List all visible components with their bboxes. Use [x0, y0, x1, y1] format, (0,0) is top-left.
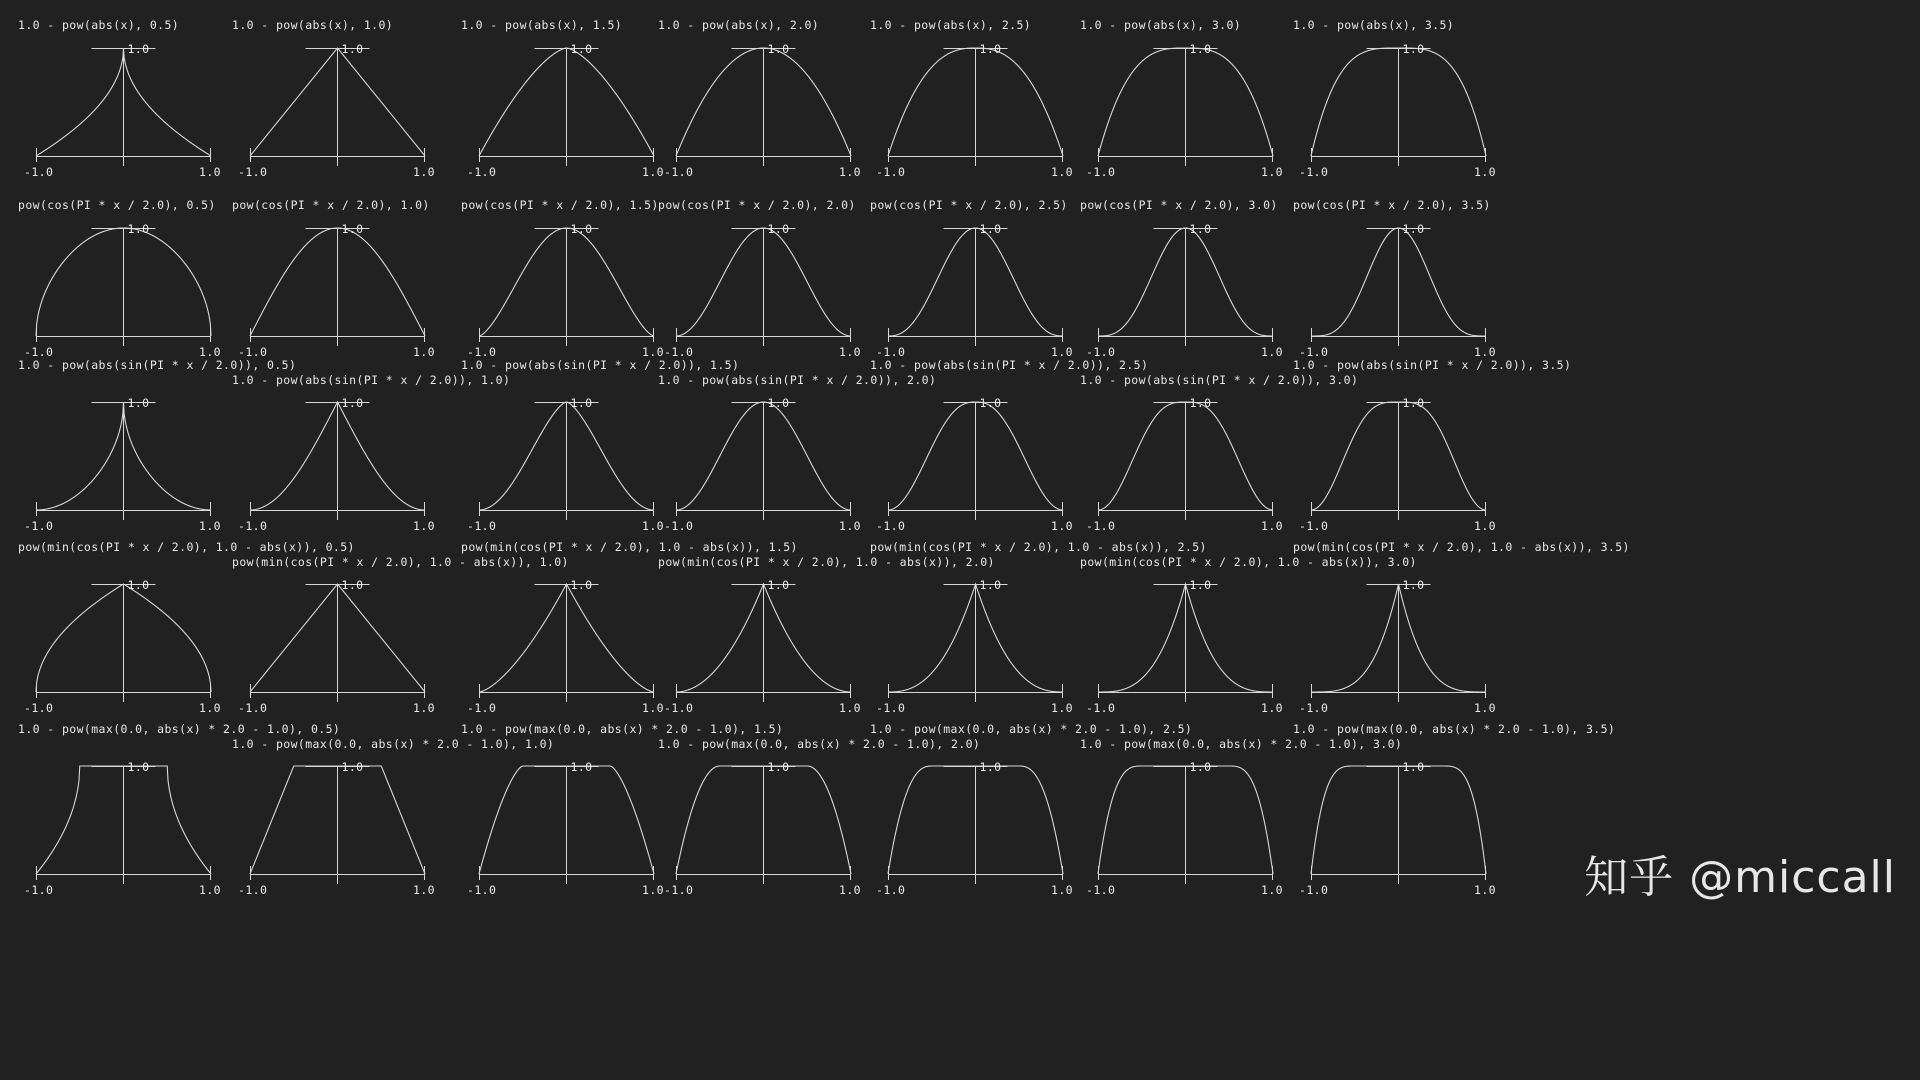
chart-title: 1.0 - pow(abs(x), 2.5): [870, 18, 1032, 32]
x-axis-label-left: -1.0: [876, 165, 906, 179]
x-axis-label-right: 1.0: [413, 165, 435, 179]
x-axis-label-left: -1.0: [664, 701, 694, 715]
y-axis-label-top: 1.0: [341, 222, 364, 236]
chart-plot: [876, 42, 1118, 179]
chart-title: pow(min(cos(PI * x / 2.0), 1.0 - abs(x)), 3.5): [1293, 540, 1630, 554]
chart-title: pow(cos(PI * x / 2.0), 0.5): [18, 198, 216, 212]
chart-plot: [467, 42, 709, 179]
y-axis-label-top: 1.0: [767, 222, 790, 236]
x-axis-label-left: -1.0: [24, 701, 54, 715]
chart-title: pow(min(cos(PI * x / 2.0), 1.0 - abs(x)), 1.0): [232, 555, 569, 569]
x-axis-label-right: 1.0: [1474, 701, 1496, 715]
chart-plot: [1086, 222, 1328, 359]
chart-title: 1.0 - pow(max(0.0, abs(x) * 2.0 - 1.0), 0.5): [18, 722, 341, 736]
x-axis-label-right: 1.0: [642, 883, 664, 897]
chart-title: 1.0 - pow(abs(sin(PI * x / 2.0)), 0.5): [18, 358, 297, 372]
x-axis-label-left: -1.0: [876, 883, 906, 897]
chart-plot: [876, 760, 1118, 897]
x-axis-label-left: -1.0: [1086, 165, 1116, 179]
y-axis-label-top: 1.0: [1189, 396, 1212, 410]
chart-title: 1.0 - pow(abs(sin(PI * x / 2.0)), 1.5): [461, 358, 740, 372]
x-axis-label-left: -1.0: [1086, 345, 1116, 359]
chart-plot: [238, 760, 480, 897]
chart-title: 1.0 - pow(abs(sin(PI * x / 2.0)), 1.0): [232, 373, 511, 387]
chart-title: 1.0 - pow(max(0.0, abs(x) * 2.0 - 1.0), 3.0): [1080, 737, 1403, 751]
x-axis-label-right: 1.0: [1474, 165, 1496, 179]
x-axis-label-left: -1.0: [24, 165, 54, 179]
chart-title: 1.0 - pow(abs(sin(PI * x / 2.0)), 3.0): [1080, 373, 1359, 387]
x-axis-label-left: -1.0: [467, 345, 497, 359]
y-axis-label-top: 1.0: [1402, 578, 1425, 592]
chart-plot: [876, 578, 1118, 715]
chart-title: pow(cos(PI * x / 2.0), 3.0): [1080, 198, 1278, 212]
x-axis-label-right: 1.0: [839, 345, 861, 359]
chart-plot: [664, 760, 906, 897]
x-axis-label-left: -1.0: [664, 165, 694, 179]
y-axis-label-top: 1.0: [1402, 760, 1425, 774]
chart-plot: [664, 396, 906, 533]
chart-title: 1.0 - pow(abs(sin(PI * x / 2.0)), 2.0): [658, 373, 937, 387]
chart-title: 1.0 - pow(abs(sin(PI * x / 2.0)), 3.5): [1293, 358, 1572, 372]
chart-plot: [467, 396, 709, 533]
x-axis-label-right: 1.0: [413, 345, 435, 359]
y-axis-label-top: 1.0: [1189, 578, 1212, 592]
chart-plot: [664, 42, 906, 179]
x-axis-label-right: 1.0: [1051, 519, 1073, 533]
x-axis-label-right: 1.0: [839, 701, 861, 715]
x-axis-label-right: 1.0: [1261, 345, 1283, 359]
chart-plot: [664, 578, 906, 715]
chart-title: 1.0 - pow(abs(x), 3.0): [1080, 18, 1242, 32]
chart-title: 1.0 - pow(abs(x), 1.5): [461, 18, 623, 32]
chart-title: pow(cos(PI * x / 2.0), 2.0): [658, 198, 856, 212]
x-axis-label-left: -1.0: [238, 165, 268, 179]
chart-plot: [876, 222, 1118, 359]
chart-title: pow(cos(PI * x / 2.0), 2.5): [870, 198, 1068, 212]
chart-plot: [1086, 42, 1328, 179]
y-axis-label-top: 1.0: [127, 578, 150, 592]
x-axis-label-right: 1.0: [1261, 883, 1283, 897]
chart-title: pow(min(cos(PI * x / 2.0), 1.0 - abs(x)), 0.5): [18, 540, 355, 554]
x-axis-label-right: 1.0: [642, 165, 664, 179]
chart-plot: [467, 760, 709, 897]
y-axis-label-top: 1.0: [570, 222, 593, 236]
x-axis-label-left: -1.0: [1086, 519, 1116, 533]
chart-plot: [664, 222, 906, 359]
y-axis-label-top: 1.0: [570, 760, 593, 774]
chart-plot: [24, 396, 266, 533]
chart-plot: [24, 760, 266, 897]
x-axis-label-right: 1.0: [199, 701, 221, 715]
x-axis-label-left: -1.0: [467, 519, 497, 533]
x-axis-label-left: -1.0: [238, 883, 268, 897]
chart-plot: [1299, 42, 1541, 179]
x-axis-label-right: 1.0: [1051, 883, 1073, 897]
watermark: 知乎 @miccall: [1584, 852, 1896, 903]
y-axis-label-top: 1.0: [979, 760, 1002, 774]
chart-plot: [24, 42, 266, 179]
y-axis-label-top: 1.0: [127, 42, 150, 56]
x-axis-label-left: -1.0: [24, 883, 54, 897]
y-axis-label-top: 1.0: [1189, 42, 1212, 56]
x-axis-label-left: -1.0: [1086, 701, 1116, 715]
y-axis-label-top: 1.0: [767, 578, 790, 592]
chart-title: 1.0 - pow(max(0.0, abs(x) * 2.0 - 1.0), 1.5): [461, 722, 784, 736]
x-axis-label-right: 1.0: [199, 883, 221, 897]
chart-plot: [1299, 396, 1541, 533]
chart-title: 1.0 - pow(abs(x), 1.0): [232, 18, 394, 32]
x-axis-label-left: -1.0: [24, 519, 54, 533]
x-axis-label-left: -1.0: [467, 883, 497, 897]
chart-title: 1.0 - pow(max(0.0, abs(x) * 2.0 - 1.0), 2.5): [870, 722, 1193, 736]
x-axis-label-left: -1.0: [238, 519, 268, 533]
x-axis-label-right: 1.0: [413, 519, 435, 533]
x-axis-label-left: -1.0: [664, 519, 694, 533]
x-axis-label-right: 1.0: [642, 345, 664, 359]
y-axis-label-top: 1.0: [341, 760, 364, 774]
chart-title: pow(min(cos(PI * x / 2.0), 1.0 - abs(x)), 1.5): [461, 540, 798, 554]
x-axis-label-left: -1.0: [467, 165, 497, 179]
chart-plot: [238, 396, 480, 533]
y-axis-label-top: 1.0: [341, 578, 364, 592]
y-axis-label-top: 1.0: [979, 396, 1002, 410]
chart-title: 1.0 - pow(abs(x), 2.0): [658, 18, 820, 32]
x-axis-label-right: 1.0: [642, 519, 664, 533]
x-axis-label-right: 1.0: [413, 883, 435, 897]
y-axis-label-top: 1.0: [767, 760, 790, 774]
chart-title: pow(min(cos(PI * x / 2.0), 1.0 - abs(x)), 3.0): [1080, 555, 1417, 569]
chart-plot: [1299, 760, 1541, 897]
chart-plot: [238, 42, 480, 179]
x-axis-label-right: 1.0: [199, 345, 221, 359]
chart-plot: [1086, 396, 1328, 533]
x-axis-label-left: -1.0: [238, 701, 268, 715]
x-axis-label-right: 1.0: [413, 701, 435, 715]
x-axis-label-left: -1.0: [664, 345, 694, 359]
x-axis-label-right: 1.0: [1261, 519, 1283, 533]
chart-title: pow(cos(PI * x / 2.0), 1.5): [461, 198, 659, 212]
x-axis-label-right: 1.0: [839, 165, 861, 179]
y-axis-label-top: 1.0: [127, 396, 150, 410]
chart-plot: [467, 578, 709, 715]
x-axis-label-left: -1.0: [876, 701, 906, 715]
chart-plot: [24, 578, 266, 715]
chart-title: 1.0 - pow(abs(x), 3.5): [1293, 18, 1455, 32]
x-axis-label-left: -1.0: [1299, 165, 1329, 179]
chart-plot: [1086, 760, 1328, 897]
y-axis-label-top: 1.0: [127, 760, 150, 774]
chart-title: 1.0 - pow(max(0.0, abs(x) * 2.0 - 1.0), 1.0): [232, 737, 555, 751]
x-axis-label-right: 1.0: [1261, 165, 1283, 179]
x-axis-label-right: 1.0: [1474, 519, 1496, 533]
x-axis-label-left: -1.0: [1299, 883, 1329, 897]
y-axis-label-top: 1.0: [767, 396, 790, 410]
x-axis-label-left: -1.0: [238, 345, 268, 359]
y-axis-label-top: 1.0: [570, 396, 593, 410]
x-axis-label-left: -1.0: [24, 345, 54, 359]
chart-plot: [238, 222, 480, 359]
y-axis-label-top: 1.0: [979, 578, 1002, 592]
x-axis-label-right: 1.0: [1051, 701, 1073, 715]
x-axis-label-right: 1.0: [642, 701, 664, 715]
x-axis-label-left: -1.0: [1299, 701, 1329, 715]
x-axis-label-left: -1.0: [1299, 519, 1329, 533]
x-axis-label-left: -1.0: [876, 519, 906, 533]
y-axis-label-top: 1.0: [1189, 222, 1212, 236]
y-axis-label-top: 1.0: [1402, 396, 1425, 410]
x-axis-label-left: -1.0: [1086, 883, 1116, 897]
chart-plot: [1299, 578, 1541, 715]
chart-title: pow(cos(PI * x / 2.0), 1.0): [232, 198, 430, 212]
x-axis-label-left: -1.0: [467, 701, 497, 715]
x-axis-label-left: -1.0: [876, 345, 906, 359]
y-axis-label-top: 1.0: [127, 222, 150, 236]
x-axis-label-left: -1.0: [664, 883, 694, 897]
chart-title: 1.0 - pow(max(0.0, abs(x) * 2.0 - 1.0), 3.5): [1293, 722, 1616, 736]
chart-title: 1.0 - pow(abs(x), 0.5): [18, 18, 180, 32]
x-axis-label-right: 1.0: [199, 165, 221, 179]
chart-title: pow(cos(PI * x / 2.0), 3.5): [1293, 198, 1491, 212]
chart-plot: [24, 222, 266, 359]
chart-title: 1.0 - pow(max(0.0, abs(x) * 2.0 - 1.0), 2.0): [658, 737, 981, 751]
y-axis-label-top: 1.0: [570, 578, 593, 592]
y-axis-label-top: 1.0: [1402, 42, 1425, 56]
y-axis-label-top: 1.0: [1189, 760, 1212, 774]
x-axis-label-right: 1.0: [1474, 345, 1496, 359]
x-axis-label-right: 1.0: [1051, 345, 1073, 359]
chart-plot: [1299, 222, 1541, 359]
y-axis-label-top: 1.0: [341, 42, 364, 56]
chart-plot: [1086, 578, 1328, 715]
x-axis-label-right: 1.0: [199, 519, 221, 533]
x-axis-label-right: 1.0: [1261, 701, 1283, 715]
chart-plot: [238, 578, 480, 715]
chart-plot: [467, 222, 709, 359]
chart-title: pow(min(cos(PI * x / 2.0), 1.0 - abs(x)), 2.0): [658, 555, 995, 569]
x-axis-label-right: 1.0: [839, 883, 861, 897]
x-axis-label-left: -1.0: [1299, 345, 1329, 359]
chart-plot: [876, 396, 1118, 533]
y-axis-label-top: 1.0: [341, 396, 364, 410]
x-axis-label-right: 1.0: [839, 519, 861, 533]
y-axis-label-top: 1.0: [979, 42, 1002, 56]
chart-title: pow(min(cos(PI * x / 2.0), 1.0 - abs(x)), 2.5): [870, 540, 1207, 554]
x-axis-label-right: 1.0: [1474, 883, 1496, 897]
y-axis-label-top: 1.0: [979, 222, 1002, 236]
chart-title: 1.0 - pow(abs(sin(PI * x / 2.0)), 2.5): [870, 358, 1149, 372]
x-axis-label-right: 1.0: [1051, 165, 1073, 179]
y-axis-label-top: 1.0: [570, 42, 593, 56]
y-axis-label-top: 1.0: [767, 42, 790, 56]
y-axis-label-top: 1.0: [1402, 222, 1425, 236]
